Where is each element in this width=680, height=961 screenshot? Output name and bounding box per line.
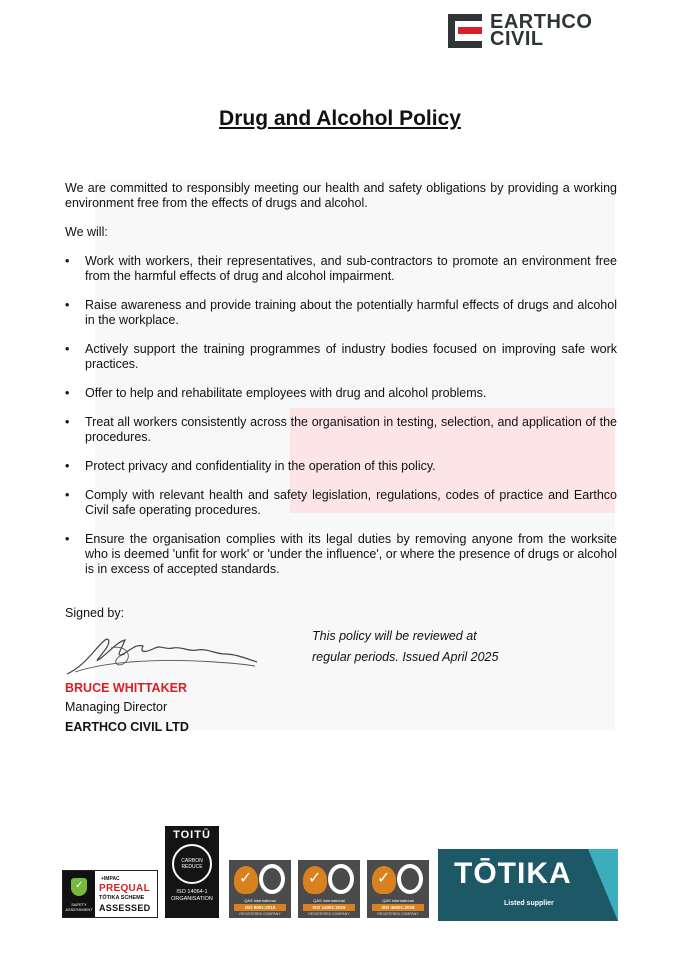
list-item: • Comply with relevant health and safety legislation, regulations, codes of practice and Earthco Civil safe operating procedures. <box>65 488 617 518</box>
check-icon <box>303 866 327 894</box>
list-item: • Work with workers, their representatives, and sub-contractors to promote an environment free from the harmful effects of drug and alcohol impairment. <box>65 254 617 284</box>
list-item: • Raise awareness and provide training about the potentially harmful effects of drugs and alcohol in the workplace. <box>65 298 617 328</box>
logo-mark-icon <box>448 14 482 48</box>
prequal-badge: ✓ SAFETY ASSESSMENT +IMPAC PREQUAL TŌTIKA SCHEME ASSESSED <box>62 870 158 918</box>
intro-paragraph: We are committed to responsibly meeting our health and safety obligations by providing a working environment free from the effects of drugs and alcohol. <box>65 181 617 210</box>
totika-arrow-icon <box>588 849 618 921</box>
qas-iso-9001-badge: ✓ QAS International ISO 9001:2015 REGISTERED COMPANY <box>229 860 291 918</box>
list-item: • Treat all workers consistently across the organisation in testing, selection, and application of the procedures. <box>65 415 617 445</box>
qas-iso-45001-badge: ✓ QAS International ISO 45001:2018 REGISTERED COMPANY <box>367 860 429 918</box>
signer-company: EARTHCO CIVIL LTD <box>65 720 189 734</box>
signer-role: Managing Director <box>65 700 168 714</box>
q-mark-icon <box>397 864 423 894</box>
q-mark-icon <box>328 864 354 894</box>
company-logo <box>448 11 593 50</box>
we-will-label: We will: <box>65 225 108 239</box>
check-icon <box>234 866 258 894</box>
list-item: • Ensure the organisation complies with its legal duties by removing anyone from the worksite who is deemed 'unfit for work' or 'under the influence', or where the presence of drugs or alcohol is in excess of accepted standards. <box>65 532 617 577</box>
policy-points <box>65 254 617 591</box>
signer-name: BRUCE WHITTAKER <box>65 681 187 695</box>
list-item: • Protect privacy and confidentiality in the operation of this policy. <box>65 459 617 474</box>
qas-iso-14001-badge: ✓ QAS International ISO 14001:2015 REGISTERED COMPANY <box>298 860 360 918</box>
q-mark-icon <box>259 864 285 894</box>
logo-text: EARTHCO CIVIL <box>490 11 593 50</box>
check-icon <box>372 866 396 894</box>
carbon-reduce-icon: CARBON REDUCE <box>172 844 212 884</box>
review-note: This policy will be reviewed at regular periods. Issued April 2025 <box>312 629 499 664</box>
page-title: Drug and Alcohol Policy <box>219 107 461 130</box>
totika-badge: TŌTIKA Listed supplier <box>438 849 618 921</box>
list-item: • Offer to help and rehabilitate employees with drug and alcohol problems. <box>65 386 617 401</box>
signed-by-label: Signed by: <box>65 606 125 620</box>
list-item: • Actively support the training programmes of industry bodies focused on improving safe work practices. <box>65 342 617 372</box>
signature-icon <box>65 628 260 678</box>
toitu-badge: TOITŪ CARBON REDUCE ISO 14064-1 ORGANISATION <box>165 826 219 918</box>
